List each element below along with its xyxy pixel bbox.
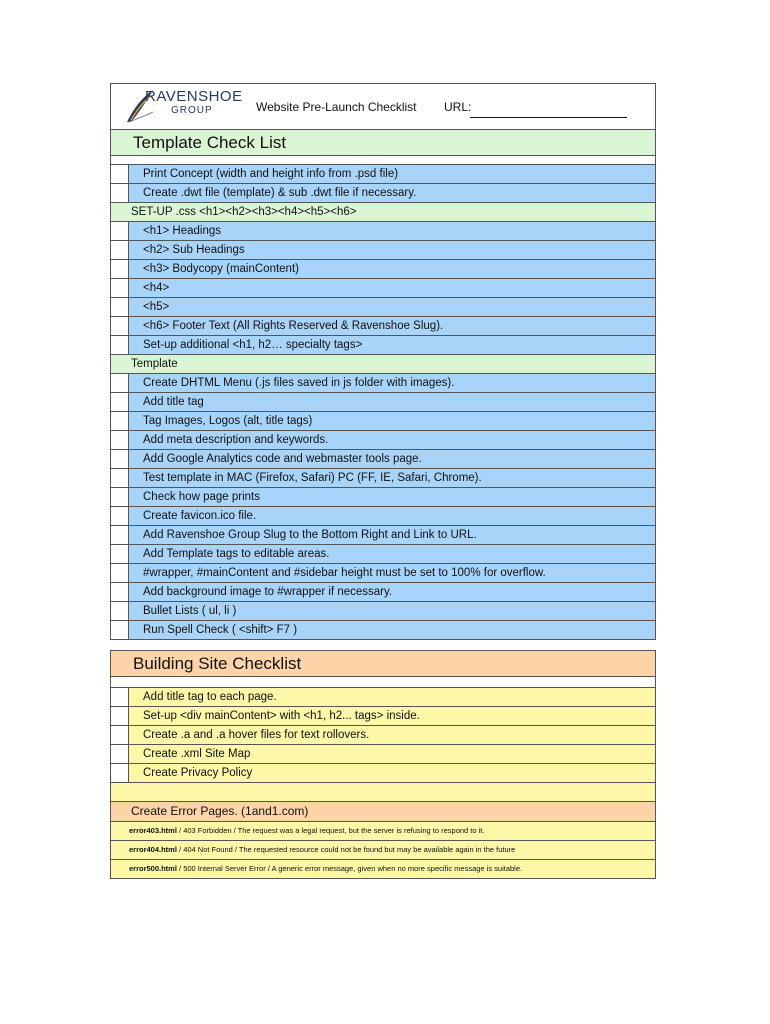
checklist-item-text: Add title tag to each page. xyxy=(143,691,277,703)
error-description: / 403 Forbidden / The request was a legal request, but the server is refusing to respond to it. xyxy=(176,826,485,835)
checklist-item-text: Create DHTML Menu (.js files saved in js folder with images). xyxy=(143,377,455,389)
subheading-text: Create Error Pages. (1and1.com) xyxy=(131,804,309,818)
checkbox[interactable] xyxy=(111,707,129,725)
checklist-item xyxy=(111,431,655,450)
checklist-item-text: <h6> Footer Text (All Rights Reserved & Ravenshoe Slug). xyxy=(143,320,444,332)
checklist-item-text: Add background image to #wrapper if necessary. xyxy=(143,586,393,598)
checkbox[interactable] xyxy=(111,317,129,335)
checklist-item-text: Add meta description and keywords. xyxy=(143,434,329,446)
checklist-item-text: Add Template tags to editable areas. xyxy=(143,548,330,560)
checklist-item-text: Add title tag xyxy=(143,396,204,408)
checkbox[interactable] xyxy=(111,374,129,392)
checkbox[interactable] xyxy=(111,393,129,411)
error-description: / 500 Internal Server Error / A generic error message, given when no more specific message is suitable. xyxy=(176,864,523,873)
checklist-subheading xyxy=(111,203,655,222)
checkbox[interactable] xyxy=(111,241,129,259)
checklist-item xyxy=(111,726,655,745)
checklist-header xyxy=(111,84,655,130)
checklist-item xyxy=(111,298,655,317)
checkbox[interactable] xyxy=(111,507,129,525)
error-page-text xyxy=(129,822,484,840)
checklist-item xyxy=(111,507,655,526)
checklist-item-text: Tag Images, Logos (alt, title tags) xyxy=(143,415,313,427)
checklist-item xyxy=(111,621,655,639)
error-page-row xyxy=(111,841,655,860)
checkbox[interactable] xyxy=(111,688,129,706)
checkbox[interactable] xyxy=(111,450,129,468)
checklist-item-text: Set-up <div mainContent> with <h1, h2... tags> inside. xyxy=(143,710,420,722)
checklist-item-text: Print Concept (width and height info from .psd file) xyxy=(143,168,399,180)
error-page-text xyxy=(129,860,522,878)
document-title: Website Pre-Launch Checklist xyxy=(256,100,417,114)
empty-row xyxy=(111,783,655,802)
checklist-item-text: Create .xml Site Map xyxy=(143,748,251,760)
checklist-item-text: Check how page prints xyxy=(143,491,260,503)
template-rows xyxy=(111,165,655,639)
checkbox[interactable] xyxy=(111,726,129,744)
checklist-item-text: Add Ravenshoe Group Slug to the Bottom Right and Link to URL. xyxy=(143,529,477,541)
checkbox[interactable] xyxy=(111,526,129,544)
checklist-item xyxy=(111,279,655,298)
logo-name: RAVENSHOE xyxy=(145,88,243,105)
checkbox[interactable] xyxy=(111,545,129,563)
error-description: / 404 Not Found / The requested resource could not be found but may be available again in the future xyxy=(176,845,516,854)
checkbox[interactable] xyxy=(111,488,129,506)
checkbox[interactable] xyxy=(111,564,129,582)
checklist-subheading xyxy=(111,355,655,374)
checklist-item-text: <h1> Headings xyxy=(143,225,222,237)
checkbox[interactable] xyxy=(111,184,129,202)
checklist-item xyxy=(111,165,655,184)
checklist-subheading xyxy=(111,802,655,822)
checklist-item xyxy=(111,583,655,602)
checkbox[interactable] xyxy=(111,222,129,240)
checkbox[interactable] xyxy=(111,260,129,278)
checklist-item xyxy=(111,469,655,488)
checkbox[interactable] xyxy=(111,298,129,316)
checklist-item xyxy=(111,222,655,241)
checklist-item-text: Add Google Analytics code and webmaster tools page. xyxy=(143,453,422,465)
checklist-item xyxy=(111,526,655,545)
error-file-name: error500.html xyxy=(129,864,177,873)
checklist-item xyxy=(111,412,655,431)
checklist-item-text: Create .dwt file (template) & sub .dwt file if necessary. xyxy=(143,187,417,199)
logo-sub: GROUP xyxy=(171,105,213,116)
checklist-item-text: <h4> xyxy=(143,282,170,294)
checklist-item-text: Run Spell Check ( <shift> F7 ) xyxy=(143,624,298,636)
subheading-text: SET-UP .css <h1><h2><h3><h4><h5><h6> xyxy=(131,206,357,218)
checklist-item xyxy=(111,260,655,279)
checkbox[interactable] xyxy=(111,336,129,354)
checkbox[interactable] xyxy=(111,583,129,601)
checklist-item xyxy=(111,488,655,507)
checklist-item-text: Create .a and .a hover files for text rollovers. xyxy=(143,729,370,741)
checklist-item-text: <h2> Sub Headings xyxy=(143,244,245,256)
subheading-text: Template xyxy=(131,358,178,370)
checklist-item-text: Set-up additional <h1, h2… specialty tags> xyxy=(143,339,363,351)
checkbox[interactable] xyxy=(111,469,129,487)
checklist-item xyxy=(111,545,655,564)
error-file-name: error403.html xyxy=(129,826,177,835)
checkbox[interactable] xyxy=(111,412,129,430)
checklist-item-text: <h3> Bodycopy (mainContent) xyxy=(143,263,299,275)
checklist-item-text: Create favicon.ico file. xyxy=(143,510,257,522)
checklist-item xyxy=(111,374,655,393)
checklist-item xyxy=(111,745,655,764)
building-rows xyxy=(111,688,655,878)
checklist-item xyxy=(111,707,655,726)
template-section-title: Template Check List xyxy=(111,130,655,156)
checkbox[interactable] xyxy=(111,279,129,297)
error-page-row xyxy=(111,822,655,841)
checklist-item xyxy=(111,317,655,336)
error-page-text xyxy=(129,841,515,859)
checkbox[interactable] xyxy=(111,602,129,620)
error-page-row xyxy=(111,860,655,878)
checklist-item xyxy=(111,564,655,583)
checkbox[interactable] xyxy=(111,431,129,449)
checklist-item xyxy=(111,241,655,260)
template-checklist-box xyxy=(110,83,656,640)
checkbox[interactable] xyxy=(111,621,129,639)
url-field-line[interactable] xyxy=(470,117,627,118)
checkbox[interactable] xyxy=(111,745,129,763)
checklist-item-text: Test template in MAC (Firefox, Safari) PC (FF, IE, Safari, Chrome). xyxy=(143,472,482,484)
error-file-name: error404.html xyxy=(129,845,177,854)
checklist-item xyxy=(111,336,655,355)
checklist-item xyxy=(111,184,655,203)
checkbox[interactable] xyxy=(111,165,129,183)
checkbox[interactable] xyxy=(111,764,129,782)
checklist-item xyxy=(111,450,655,469)
spacer-row xyxy=(111,677,655,688)
checklist-item xyxy=(111,393,655,412)
checklist-item-text: #wrapper, #mainContent and #sidebar height must be set to 100% for overflow. xyxy=(143,567,546,579)
checklist-item-text: <h5> xyxy=(143,301,170,313)
building-checklist-box xyxy=(110,650,656,879)
checklist-item xyxy=(111,688,655,707)
building-section-title: Building Site Checklist xyxy=(111,651,655,677)
spacer-row xyxy=(111,156,655,165)
checklist-item-text: Create Privacy Policy xyxy=(143,767,253,779)
url-label: URL: xyxy=(444,100,472,114)
checklist-item xyxy=(111,764,655,783)
checklist-item-text: Bullet Lists ( ul, li ) xyxy=(143,605,237,617)
checklist-item xyxy=(111,602,655,621)
